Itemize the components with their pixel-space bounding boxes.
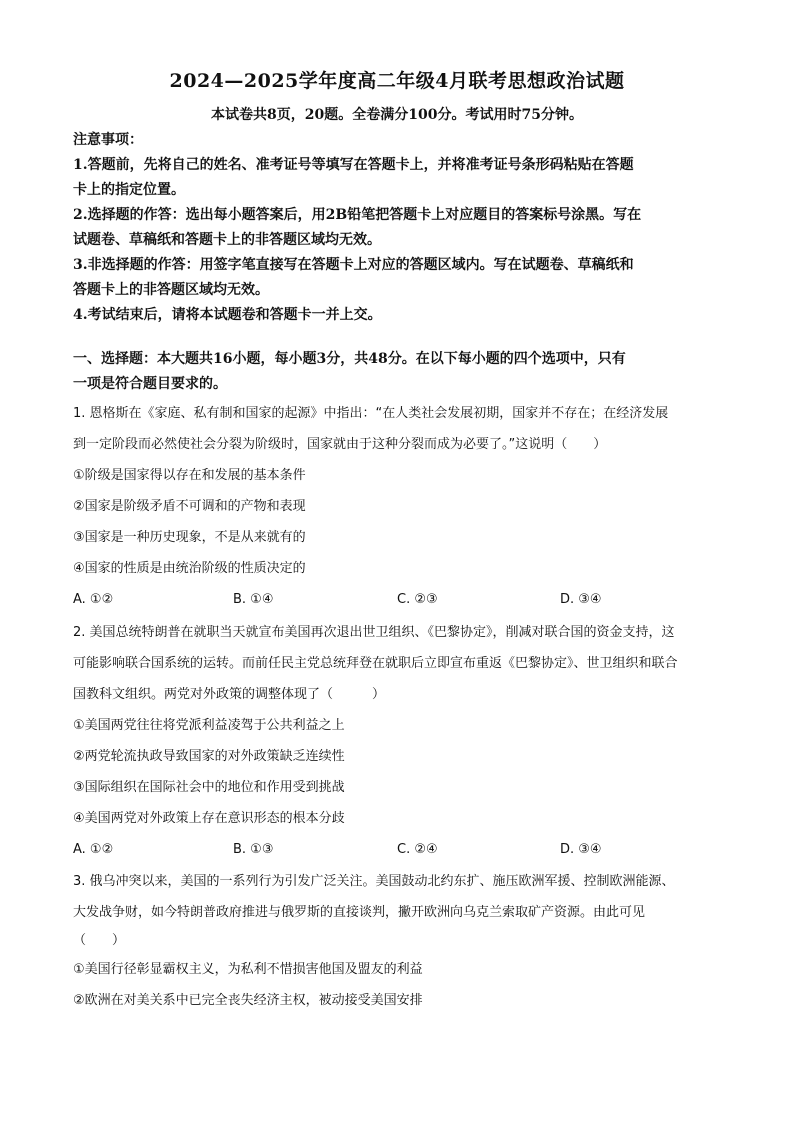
notice-line: 4.考试结束后，请将本试题卷和答题卡一并上交。 <box>73 307 382 323</box>
section-heading-line: 一项是符合题目要求的。 <box>73 376 227 392</box>
question-1 <box>73 398 728 615</box>
option-d: D. ③④ <box>560 842 602 857</box>
exam-info: 本试卷共8页，20题。全卷满分100分。考试用时75分钟。 <box>211 107 583 123</box>
answer-options <box>73 834 728 865</box>
notice-line: 卡上的指定位置。 <box>73 182 185 198</box>
option-b: B. ①③ <box>233 842 274 857</box>
question-2 <box>73 617 728 865</box>
statement-item: ②两党轮流执政导致国家的对外政策缺乏连续性 <box>73 749 345 764</box>
option-c: C. ②③ <box>397 592 438 607</box>
notice-line: 答题卡上的非答题区域均无效。 <box>73 282 269 298</box>
notice-line: 试题卷、草稿纸和答题卡上的非答题区域均无效。 <box>73 232 381 248</box>
statement-item: ①美国两党往往将党派利益凌驾于公共利益之上 <box>73 718 345 733</box>
statement-item: ①阶级是国家得以存在和发展的基本条件 <box>73 468 306 483</box>
option-a: A. ①② <box>73 842 114 857</box>
notice-line: 3.非选择题的作答：用签字笔直接写在答题卡上对应的答题区域内。写在试题卷、草稿纸和 <box>73 257 634 273</box>
question-stem: （ ） <box>73 933 126 948</box>
section-heading <box>73 347 728 397</box>
notice-heading: 注意事项： <box>73 132 143 148</box>
option-c: C. ②④ <box>397 842 438 857</box>
question-stem: 国教科文组织。两党对外政策的调整体现了（ ） <box>73 687 386 702</box>
statement-item: ②欧洲在对美关系中已完全丧失经济主权，被动接受美国安排 <box>73 993 423 1008</box>
statement-item: ①美国行径彰显霸权主义，为私利不惜损害他国及盟友的利益 <box>73 962 423 977</box>
question-stem: 3. 俄乌冲突以来，美国的一系列行为引发广泛关注。美国鼓动北约东扩、施压欧洲军援、控制欧洲能源、 <box>73 874 675 889</box>
option-a: A. ①② <box>73 592 114 607</box>
question-stem: 1. 恩格斯在《家庭、私有制和国家的起源》中指出：“在人类社会发展初期，国家并不存在；在经济发展 <box>73 406 669 421</box>
statement-item: ④美国两党对外政策上存在意识形态的根本分歧 <box>73 811 345 826</box>
question-3 <box>73 866 728 1016</box>
statement-item: ③国际组织在国际社会中的地位和作用受到挑战 <box>73 780 345 795</box>
notice-line: 2.选择题的作答：选出每小题答案后，用2B铅笔把答题卡上对应题目的答案标号涂黑。写在 <box>73 207 642 223</box>
section-heading-line: 一、选择题：本大题共16小题，每小题3分，共48分。在以下每小题的四个选项中，只有 <box>73 351 626 367</box>
notice-line: 1.答题前，先将自己的姓名、准考证号等填写在答题卡上，并将准考证号条形码粘贴在答题 <box>73 157 634 173</box>
page-title: 2024—2025学年度高二年级4月联考思想政治试题 <box>169 70 625 92</box>
question-stem: 到一定阶段而必然使社会分裂为阶级时，国家就由于这种分裂而成为必要了。”这说明（ ） <box>73 437 607 452</box>
option-b: B. ①④ <box>233 592 274 607</box>
notice-block <box>73 128 728 328</box>
statement-item: ③国家是一种历史现象，不是从来就有的 <box>73 530 306 545</box>
answer-options <box>73 584 728 615</box>
option-d: D. ③④ <box>560 592 602 607</box>
question-stem: 大发战争财，如今特朗普政府推进与俄罗斯的直接谈判，撇开欧洲向乌克兰索取矿产资源。由此可见 <box>73 905 646 920</box>
statement-item: ②国家是阶级矛盾不可调和的产物和表现 <box>73 499 306 514</box>
statement-item: ④国家的性质是由统治阶级的性质决定的 <box>73 561 306 576</box>
question-stem: 可能影响联合国系统的运转。而前任民主党总统拜登在就职后立即宣布重返《巴黎协定》、世卫组织和联合 <box>73 656 678 671</box>
question-stem: 2. 美国总统特朗普在就职当天就宣布美国再次退出世卫组织、《巴黎协定》，削减对联合国的资金支持，这 <box>73 625 675 640</box>
